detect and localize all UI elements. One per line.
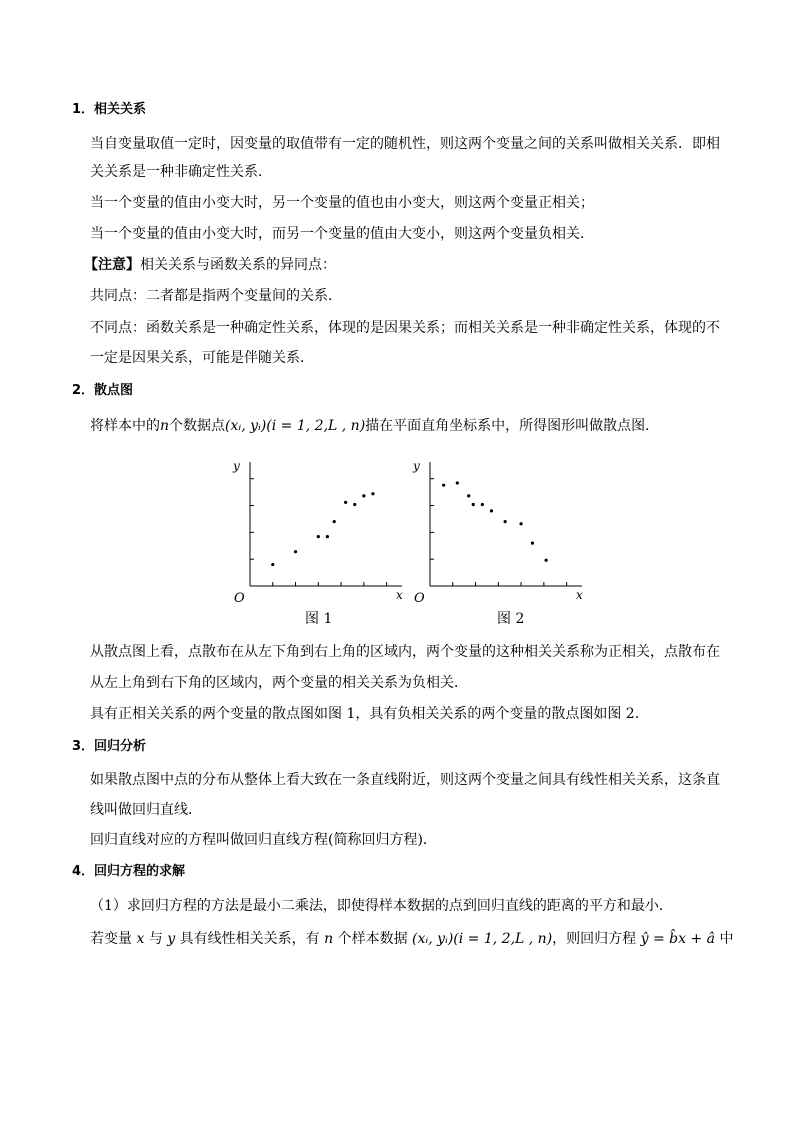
x-axis-label: x	[396, 588, 403, 602]
x-axis-label: x	[576, 588, 583, 602]
data-point	[481, 503, 484, 506]
math-x: x	[136, 931, 145, 947]
data-point	[490, 509, 493, 512]
paragraph: 共同点：二者都是指两个变量间的关系．	[90, 288, 342, 304]
section-heading-3: 3．回归分析	[72, 739, 147, 754]
math-formula: (xᵢ, yᵢ)(i = 1, 2,L , n)	[412, 931, 553, 947]
paragraph: 回归直线对应的方程叫做回归直线方程(简称回归方程)．	[90, 832, 437, 848]
text: 与	[148, 931, 163, 947]
scatter-plot-2	[408, 458, 588, 608]
figure-caption-1: 图 1	[305, 611, 333, 627]
text: ，则回归方程	[552, 931, 637, 947]
math-formula: (xᵢ, yᵢ)(i = 1, 2,L , n)	[225, 418, 366, 434]
paragraph: 不同点：函数关系是一种确定性关系，体现的是因果关系；而相关关系是一种非确定性关系，体现的不	[90, 320, 720, 336]
paragraph: 当一个变量的值由小变大时，另一个变量的值也由小变大，则这两个变量正相关；	[90, 195, 594, 211]
y-axis-label: y	[233, 459, 240, 473]
scatter-plot-1	[228, 458, 408, 608]
text: 描在平面直角坐标系中，所得图形叫做散点图．	[365, 418, 660, 434]
section-heading-2: 2．散点图	[72, 383, 134, 398]
text: 个数据点	[169, 418, 226, 434]
paragraph: （1）求回归方程的方法是最小二乘法，即使得样本数据的点到回归直线的距离的平方和最小．	[90, 898, 673, 914]
data-point	[456, 481, 459, 484]
y-axis-label: y	[413, 459, 420, 473]
paragraph: 一定是因果关系，可能是伴随关系．	[90, 350, 314, 366]
paragraph: 如果散点图中点的分布从整体上看大致在一条直线附近，则这两个变量之间具有线性相关关系，这条直	[90, 772, 720, 788]
text: 个样本数据	[337, 931, 408, 947]
paragraph: 当一个变量的值由小变大时，而另一个变量的值由大变小，则这两个变量负相关.	[90, 226, 585, 242]
data-point	[545, 559, 548, 562]
data-point	[353, 503, 356, 506]
math-n: n	[324, 931, 334, 947]
scatter-figure-1	[228, 458, 408, 608]
origin-label: O	[234, 591, 245, 606]
math-n: n	[160, 418, 170, 434]
data-point	[317, 535, 320, 538]
data-point	[333, 520, 336, 523]
data-point	[371, 492, 374, 495]
data-point	[531, 541, 534, 544]
text: 具有线性相关关系，有	[179, 931, 320, 947]
origin-label: O	[414, 591, 425, 606]
note-text: 相关关系与函数关系的异同点：	[140, 257, 336, 273]
math-y: y	[167, 931, 176, 947]
scatter-figure-2	[408, 458, 588, 608]
paragraph: 线叫做回归直线．	[90, 802, 202, 818]
data-point	[271, 563, 274, 566]
data-point	[362, 494, 365, 497]
data-point	[504, 520, 507, 523]
data-point	[442, 484, 445, 487]
data-point	[472, 503, 475, 506]
figure-caption-2: 图 2	[497, 611, 525, 627]
math-regression-equation: ŷ = b̂x + â	[640, 931, 715, 947]
paragraph: 具有正相关关系的两个变量的散点图如图 1，具有负相关关系的两个变量的散点图如图 2.	[90, 706, 640, 722]
paragraph-regression	[90, 929, 733, 949]
section-heading-1: 1．相关关系	[72, 102, 147, 117]
paragraph: 关关系是一种非确定性关系．	[90, 164, 272, 180]
data-point	[467, 494, 470, 497]
data-point	[294, 550, 297, 553]
paragraph: 当自变量取值一定时，因变量的取值带有一定的随机性，则这两个变量之间的关系叫做相关关系．即相	[90, 136, 720, 152]
text: 中	[719, 931, 734, 947]
note-label: 【注意】	[84, 257, 140, 273]
text: 将样本中的	[90, 418, 160, 434]
data-point	[326, 535, 329, 538]
section-heading-4: 4．回归方程的求解	[72, 864, 186, 879]
note-paragraph	[84, 255, 336, 275]
data-point	[519, 522, 522, 525]
data-point	[344, 501, 347, 504]
paragraph: 从左上角到右下角的区域内，两个变量的相关关系为负相关．	[90, 675, 468, 691]
paragraph-scatter-def	[90, 416, 659, 436]
text: 若变量	[90, 931, 132, 947]
paragraph: 从散点图上看，点散布在从左下角到右上角的区域内，两个变量的这种相关关系称为正相关，点散布在	[90, 644, 720, 660]
